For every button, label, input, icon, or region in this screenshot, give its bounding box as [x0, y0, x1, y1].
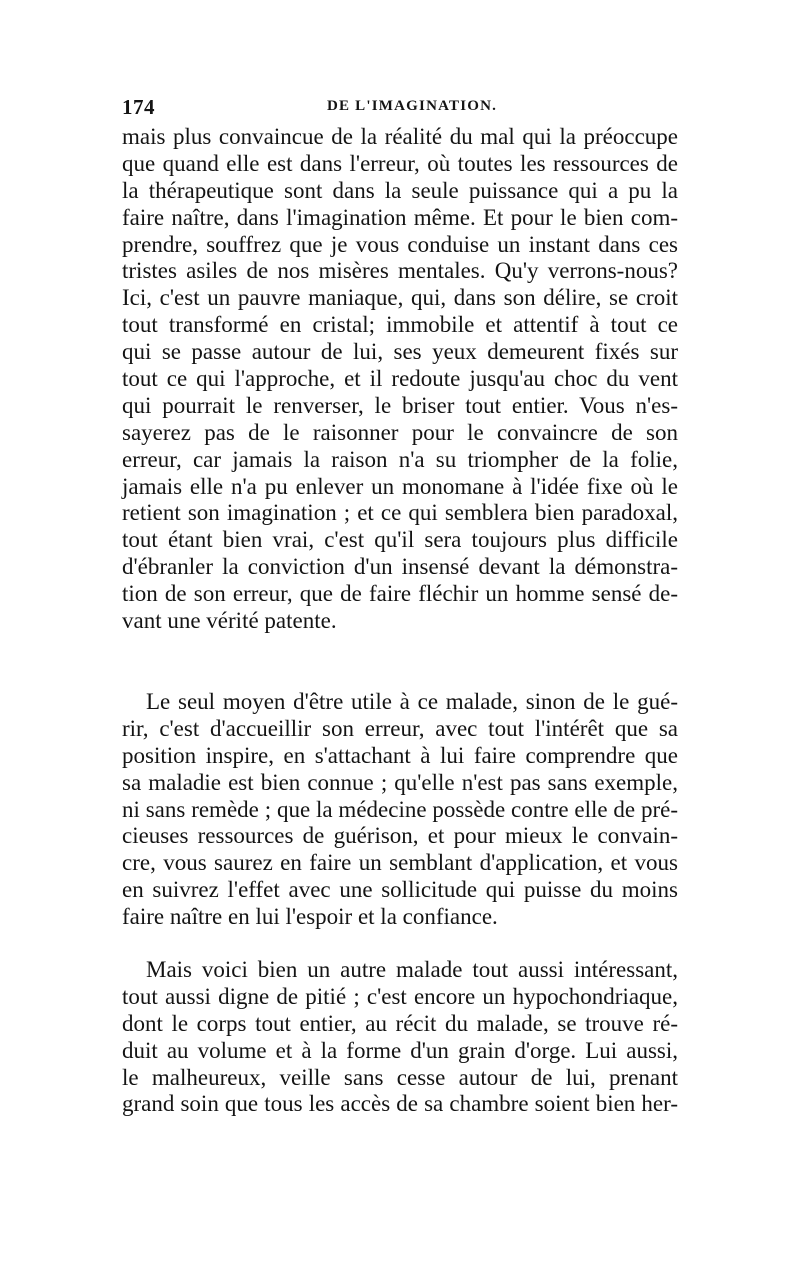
- text-line: Mais voici bien un autre malade tout aussi intéressant,: [146, 957, 678, 982]
- text-line: tout ce qui l'approche, et il redoute jusqu'au choc du vent: [122, 366, 678, 392]
- text-line: retient son imagination ; et ce qui semblera bien paradoxal,: [122, 500, 678, 526]
- text-line: sayerez pas de le raisonner pour le convaincre de son: [122, 419, 678, 445]
- text-line: ni sans remède ; que la médecine possède contre elle de pré-: [122, 796, 678, 822]
- page-number: 174: [122, 95, 155, 119]
- paragraph-1: [122, 124, 678, 635]
- text-line: cieuses ressources de guérison, et pour mieux le convain-: [122, 823, 678, 849]
- text-line: tout aussi digne de pitié ; c'est encore un hypochondriaque,: [122, 983, 678, 1009]
- text-line: qui se passe autour de lui, ses yeux demeurent fixés sur: [122, 339, 678, 365]
- paragraph-3: [122, 957, 678, 1118]
- text-line: d'ébranler la conviction d'un insensé devant la démonstra-: [122, 554, 678, 580]
- text-line: grand soin que tous les accès de sa chambre soient bien her-: [122, 1091, 678, 1117]
- text-line: Ici, c'est un pauvre maniaque, qui, dans son délire, se croit: [122, 285, 678, 311]
- text-line: prendre, souffrez que je vous conduise un instant dans ces: [122, 231, 678, 257]
- text-line: erreur, car jamais la raison n'a su triompher de la folie,: [122, 446, 678, 472]
- text-line: faire naître, dans l'imagination même. Et pour le bien com-: [122, 204, 678, 230]
- running-head: DE L'IMAGINATION.: [327, 98, 498, 114]
- text-line: tout étant bien vrai, c'est qu'il sera toujours plus difficile: [122, 527, 678, 553]
- text-line: faire naître en lui l'espoir et la confiance.: [122, 904, 498, 930]
- text-line: jamais elle n'a pu enlever un monomane à l'idée fixe où le: [122, 473, 678, 499]
- text-line: rir, c'est d'accueillir son erreur, avec tout l'intérêt que sa: [122, 715, 678, 741]
- text-line: duit au volume et à la forme d'un grain d'orge. Lui aussi,: [122, 1037, 678, 1063]
- text-line: le malheureux, veille sans cesse autour de lui, prenant: [122, 1064, 678, 1090]
- text-line: en suivrez l'effet avec une sollicitude qui puisse du moins: [122, 877, 678, 903]
- text-line: que quand elle est dans l'erreur, où toutes les ressources de: [122, 150, 678, 176]
- text-line: tout transformé en cristal; immobile et attentif à tout ce: [122, 312, 678, 338]
- page-header: [122, 95, 678, 119]
- text-line: position inspire, en s'attachant à lui faire comprendre que: [122, 742, 678, 768]
- text-line: tion de son erreur, que de faire fléchir un homme sensé de-: [122, 581, 678, 607]
- text-line: Le seul moyen d'être utile à ce malade, sinon de le gué-: [146, 689, 678, 714]
- text-line: sa maladie est bien connue ; qu'elle n'est pas sans exemple,: [122, 769, 678, 795]
- text-line: vant une vérité patente.: [122, 608, 337, 634]
- text-line: qui pourrait le renverser, le briser tout entier. Vous n'es-: [122, 392, 678, 418]
- paragraph-2: [122, 689, 678, 931]
- text-line: cre, vous saurez en faire un semblant d'application, et vous: [122, 850, 678, 876]
- text-line: dont le corps tout entier, au récit du malade, se trouve ré-: [122, 1010, 678, 1036]
- text-line: la thérapeutique sont dans la seule puissance qui a pu la: [122, 177, 678, 203]
- text-line: tristes asiles de nos misères mentales. Qu'y verrons-nous?: [122, 258, 678, 284]
- text-line: mais plus convaincue de la réalité du mal qui la préoccupe: [122, 124, 678, 149]
